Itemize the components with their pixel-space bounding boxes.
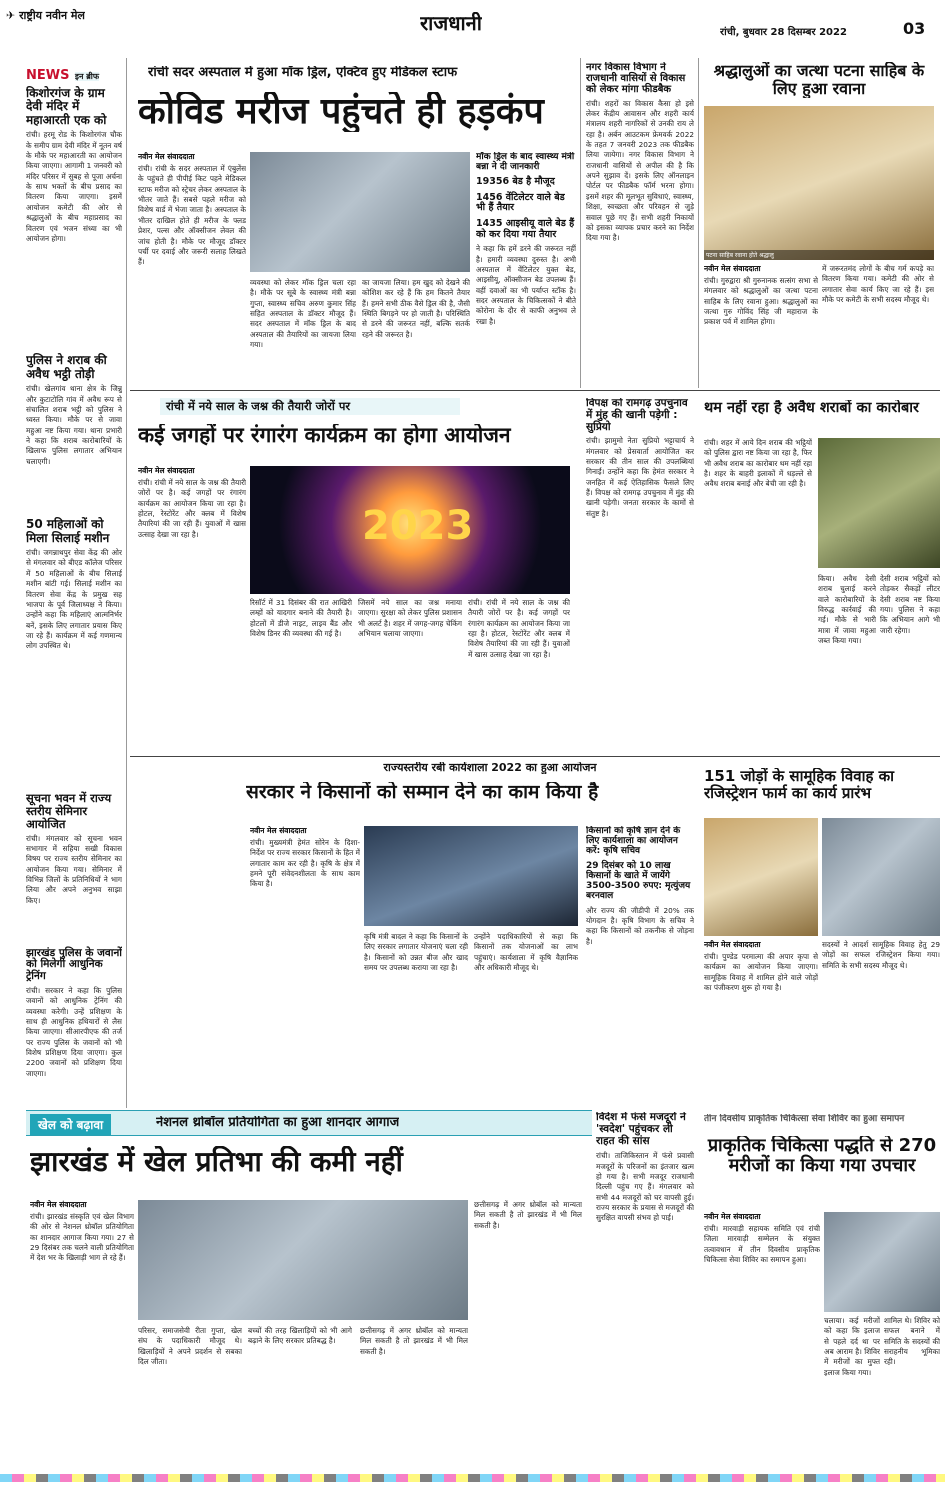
byline: नवीन मेल संवाददाता (704, 1212, 761, 1221)
rabi-photo (364, 826, 578, 926)
newyear-body-1: रांची। रांची में नये साल के जश्न की तैयारी जोरों पर है। कई जगहों पर रंगारंग कार्यक्रम का आयोजन किया जा रहा है। होटल, रेस्टोरेंट और क्लब में विशेष तैयारियां की जा रही हैं। युवाओं में खास उत्साह देखा जा रहा है। (138, 478, 246, 539)
sports-body-4: छत्तीसगढ़ में अगर थ्रोबॉल को मान्यता मिल सकती है तो झारखंड में भी मिल सकती है। (360, 1326, 468, 1356)
column-divider (126, 58, 127, 1108)
brief-2-body: रांची। खेलगांव थाना क्षेत्र के जिन्नु और कुटाटोलि गांव में अवैध रूप से संचालित शराब भट्ठी को पुलिस ने ध्वस्त किया। मौके पर से जावा महुआ नष्ट किया गया। थाना प्रभारी ने कहा कि शराब कारोबारियों के खिलाफ पुलिस लगातार अभियान चलाएगी। (26, 384, 122, 466)
sharab-headline: थम नहीं रहा है अवैध शराबों का कारोबार (704, 400, 919, 416)
patna-column-1 (704, 264, 818, 384)
vivah-photo-1 (704, 818, 818, 936)
prakritik-kicker: तीन दिवसीय प्राकृतिक चिकित्सा सेवा शिविर का हुआ समापन (704, 1114, 905, 1124)
sharab-body-3: देसी शराब भट्ठियों को तोड़कर सैकड़ों लीटर देसी शराब नष्ट किया गया। पुलिस ने कहा कि अभियान आगे भी जारी रहेगा। (880, 574, 940, 635)
brief-1-headline: किशोरगंज के ग्राम देवी मंदिर में महाआरती एक को (26, 86, 107, 127)
fact-icu: 1435 आइसीयू वाले बेड हैं को कर दिया गया तैयार (476, 218, 575, 240)
rabi-headline: सरकार ने किसानों को सम्मान देने का काम किया है (246, 782, 599, 803)
newyear-headline: कई जगहों पर रंगारंग कार्यक्रम का होगा आयोजन (138, 424, 511, 447)
byline: नवीन मेल संवाददाता (138, 152, 195, 161)
patna-body-1: रांची। गुरुद्वारा श्री गुरुनानक सत्संग सभा से मंगलवार को श्रद्धालुओं का जत्था पटना साहिब के लिए रवाना हुआ। श्रद्धालुओं का जत्था गुरु गोविंद सिंह जी महाराज के प्रकाश पर्व में शामिल होगा। (704, 276, 818, 327)
rabi-sidebar-body: और राज्य की जीडीपी में 20% तक योगदान है। कृषि विभाग के सचिव ने कहा कि किसानों को तकनीक से जोड़ना है। (586, 905, 694, 946)
brief-3-headline: 50 महिलाओं को मिला सिलाई मशीन (26, 517, 110, 545)
videsh-body: रांची। ताजिकिस्तान में फंसे प्रवासी मजदूरों के परिजनों का इंतजार खत्म हो गया है। सभी मजदूर राजधानी दिल्ली पहुंच गए हैं। मंगलवार को सभी 44 मजदूरों को घर वापसी हुई। राज्य सरकार के प्रयास से मजदूरों की सुरक्षित वापसी संभव हो पाई। (596, 1151, 694, 1223)
videsh-headline: विदेश में फंसे मजदूरों ने 'स्वदेश' पहुंचकर ली राहत की सांस (596, 1112, 686, 1147)
photo-caption: पटना साहिब रवाना होते श्रद्धालु (704, 250, 934, 260)
covid-kicker: रांची सदर अस्पताल में हुआ मॉक ड्रिल, एक्टिव हुए मेडिकल स्टाफ (148, 66, 458, 80)
brief-5-headline: झारखंड पुलिस के जवानों को मिलेगी आधुनिक ट्रेनिंग (26, 946, 122, 983)
patna-headline: श्रद्धालुओं का जत्था पटना साहिब के लिए हुआ रवाना (713, 62, 925, 98)
nagar-body: रांची। शहरों का विकास कैसा हो इसे लेकर केंद्रीय आवासन और शहरी कार्य मंत्रालय शहरी नागरिकों से उनकी राय ले रहा है। अर्बन आउटकम फ्रेमवर्क 2022 के तहत 7 जनवरी 2023 तक फीडबैक लिया जायेगा। नगर विकास विभाग ने राजधानी वासियों से अपील की है कि अपने सुझाव दें। इसके लिए ऑनलाइन पोर्टल पर फीडबैक फॉर्म भरना होगा। इसमें शहर की मूलभूत सुविधाएं, स्वास्थ्य, शिक्षा, स्वच्छता और परिवहन से जुड़े सवाल पूछे गए हैं। सभी शहरी निकायों को इसका व्यापक प्रचार करने का निर्देश दिया गया है। (586, 98, 694, 243)
newyear-column-1 (138, 466, 246, 750)
sports-photo (138, 1200, 468, 1320)
covid-photo (250, 152, 470, 272)
nagar-story (586, 62, 694, 382)
brief-5-body: रांची। सरकार ने कहा कि पुलिस जवानों को आधुनिक ट्रेनिंग की व्यवस्था करेगी। उन्हें प्रशिक्षण के साथ ही आधुनिक हथियारों से लैस किया जाएगा। सीआरपीएफ की तर्ज पर राज्य पुलिस के जवानों को भी विशेष प्रशिक्षण दिया जाएगा। कुल 2200 जवानों को प्रशिक्षण दिया जाएगा। (26, 985, 122, 1078)
byline: नवीन मेल संवाददाता (138, 466, 195, 475)
divider (698, 58, 699, 388)
newyear-body-3: जिसमें नये साल का जश्न मनाया जाएगा। सुरक्षा को लेकर पुलिस प्रशासन भी अलर्ट है। शहर में जगह-जगह चेकिंग अभियान चलाया जाएगा। (358, 598, 462, 639)
section-title: राजधानी (420, 12, 482, 35)
vivah-photo-2 (822, 818, 940, 936)
rabi-sidebar-headline: किसानों को कृषि ज्ञान देने के लिए कार्यशाला का आयोजन करें: कृषि सचिव (586, 826, 681, 857)
byline: नवीन मेल संवाददाता (704, 264, 761, 273)
covid-body-3: का जायजा लिया। हम खुद को देखने की कोशिश कर रहे हैं कि हम कितने तैयार हैं। हमने सभी ठीक वैसे ड्रिल की है, जैसी स्थिति बिगड़ने पर हो जाती है। परिस्थिति से डरने की जरूरत नहीं, बल्कि सतर्क रहने की जरूरत है। (362, 278, 470, 339)
patna-body-2: में जरूरतमंद लोगों के बीच गर्म कपड़े का वितरण किया गया। कमेटी की ओर से लगातार सेवा कार्य किए जा रहे हैं। इस मौके पर कमेटी के सभी सदस्य मौजूद थे। (822, 264, 934, 305)
divider (580, 58, 581, 388)
prakritik-body-3: शामिल थे। शिविर को सफल बनाने में समिति के सदस्यों की सराहनीय भूमिका रही। (884, 1316, 940, 1367)
sports-kicker: नेशनल थ्रोबॉल प्रतियोगिता का हुआ शानदार आगाज (156, 1116, 400, 1130)
prakritik-headline: प्राकृतिक चिकित्सा पद्धति से 270 मरीजों का किया गया उपचार (707, 1136, 937, 1177)
news-brief-tag: NEWS इन ब्रीफ (26, 68, 100, 83)
sharab-column-1 (704, 438, 812, 750)
fireworks-photo (250, 466, 570, 594)
drums-photo (818, 438, 940, 568)
brief-4-body: रांची। मंगलवार को सूचना भवन सभागार में सहिया सखी विकास विषय पर राज्य स्तरीय सेमिनार का आयोजन किया गया। सेमिनार में विभिन्न जिलों के प्रतिनिधियों ने भाग लिया और अपने अनुभव साझा किए। (26, 833, 122, 905)
sports-headline: झारखंड में खेल प्रतिभा की कमी नहीं (30, 1146, 403, 1178)
dateline: रांची, बुधवार 28 दिसम्बर 2022 (720, 27, 847, 38)
covid-body-2: व्यवस्था को लेकर मॉक ड्रिल चला रहा है। मौके पर सूबे के स्वास्थ्य मंत्री बन्ना गुप्ता, स्वास्थ्य सचिव अरुण कुमार सिंह सहित अस्पताल के डॉक्टर मौजूद हैं। सदर अस्पताल में मॉक ड्रिल के बाद अस्पताल की तैयारियों का जायजा लिया गया। (250, 278, 356, 350)
sidebar-body: ने कहा कि हमें डरने की जरूरत नहीं है। हमारी व्यवस्था दुरुस्त है। अभी अस्पताल में वेंटिलेटर युक्त बेड, आइसीयू, ऑक्सीजन बेड उपलब्ध हैं। वहीं दवाओं का भी पर्याप्त स्टॉक है। सदर अस्पताल के चिकित्सकों ने बीते कोरोना के दौर से काफी अनुभव ले रखा है। (476, 244, 576, 326)
rabi-column-1 (250, 826, 360, 1096)
rabi-body-2: कृषि मंत्री बादल ने कहा कि किसानों के लिए सरकार लगातार योजनाएं चला रही है। किसानों को उन्नत बीज और खाद समय पर उपलब्ध कराया जा रहा है। (364, 932, 468, 973)
sports-banner (26, 1110, 592, 1136)
covid-sidebar (476, 152, 576, 370)
sharab-body-1: रांची। शहर में आये दिन शराब की भट्ठियों को पुलिस द्वारा नष्ट किया जा रहा है, फिर भी अवैध शराब का कारोबार थम नहीं रहा है। शहर के बाहरी इलाकों में धड़ल्ले से अवैध शराब बनाई और बेची जा रही है। (704, 438, 812, 489)
newyear-body-2: रिसॉर्ट में 31 दिसंबर की रात आखिरी लम्हों को यादगार बनाने की तैयारी है। होटलों में डीजे नाइट, लाइव बैंड और विशेष डिनर की व्यवस्था की गई है। (250, 598, 352, 639)
prakritik-photo (824, 1212, 940, 1312)
sports-body-1: रांची। झारखंड संस्कृति एवं खेल विभाग की ओर से नेशनल थ्रोबॉल प्रतियोगिता का शानदार आगाज किया गया। 27 से 29 दिसंबर तक चलने वाली प्रतियोगिता में देश भर के खिलाड़ी भाग ले रहे हैं। (30, 1212, 134, 1263)
vipaksh-story (586, 398, 694, 750)
sidebar-headline: मॉक ड्रिल के बाद स्वास्थ्य मंत्री बन्ना ने दी जानकारी (476, 152, 575, 173)
fact-beds: 19356 बेड है मौजूद (476, 176, 555, 188)
newyear-kicker: रांची में नये साल के जश्न की तैयारी जोरों पर (160, 398, 460, 415)
bird-icon: ✈ (6, 9, 16, 22)
page-number: 03 (903, 20, 926, 38)
rabi-body-3: उन्होंने पदाधिकारियों से कहा कि किसानों तक योजनाओं का लाभ पहुंचाएं। कार्यशाला में कृषि वैज्ञानिक और अधिकारी मौजूद थे। (474, 932, 578, 973)
vipaksh-headline: विपक्ष को रामगढ़ उपचुनाव में मुंह की खानी पड़ेगी : सुप्रियो (586, 398, 688, 433)
newyear-body-4: रांची। रांची में नये साल के जश्न की तैयारी जोरों पर है। कई जगहों पर रंगारंग कार्यक्रम का आयोजन किया जा रहा है। होटल, रेस्टोरेंट और क्लब में विशेष तैयारियां की जा रही हैं। युवाओं में खास उत्साह देखा जा रहा है। (468, 598, 570, 659)
byline: नवीन मेल संवाददाता (704, 940, 761, 949)
section-rule (130, 390, 940, 391)
left-column (26, 64, 122, 1104)
color-strip (0, 1474, 945, 1482)
paper-logo: ✈ राष्ट्रीय नवीन मेल (6, 9, 85, 22)
prakritik-body-1: रांची। मारवाड़ी सहायक समिति एवं रांची जिला मारवाड़ी सम्मेलन के संयुक्त तत्वावधान में तीन दिवसीय प्राकृतिक चिकित्सा सेवा शिविर का समापन हुआ। (704, 1224, 820, 1265)
sports-body-5: छत्तीसगढ़ में अगर थ्रोबॉल को मान्यता मिल सकती है तो झारखंड में भी मिल सकती है। (474, 1200, 582, 1230)
vipaksh-body: रांची। झामुमो नेता सुप्रियो भट्टाचार्य ने मंगलवार को प्रेसवार्ता आयोजित कर सरकार की तीन साल की उपलब्धियां गिनाईं। उन्होंने कहा कि हेमंत सरकार ने जनहित में कई ऐतिहासिक फैसले लिए हैं। विपक्ष को रामगढ़ उपचुनाव में मुंह की खानी पड़ेगी। जनता सरकार के कामों से संतुष्ट है। (586, 436, 694, 518)
sports-tag: खेल को बढ़ावा (30, 1114, 111, 1135)
videsh-story (596, 1112, 694, 1468)
rabi-sidebar (586, 826, 694, 1096)
vivah-body-2: सदस्यों ने आदर्श सामूहिक विवाह हेतु 29 जोड़ों का सफल रजिस्ट्रेशन किया गया। समिति के सभी सदस्य मौजूद थे। (822, 940, 940, 970)
prakritik-body-2: चलाया। कई मरीजों को कहा कि इलाज से पहले दर्द था पर अब आराम है। शिविर में मरीजों का मुफ्त इलाज किया गया। (824, 1316, 880, 1377)
rabi-kicker: राज्यस्तरीय रबी कार्यशाला 2022 का हुआ आयोजन (383, 762, 597, 774)
covid-body-1: रांची। रांची के सदर अस्पताल में एंबुलेंस के पहुंचते ही पीपीई किट पहने मेडिकल स्टाफ मरीज को स्ट्रेचर लेकर अस्पताल के भीतर जाते हैं। सबसे पहले मरीज को विशेष वार्ड में भेजा जाता है। अस्पताल के भीतर दाखिल होते ही मरीज के फ्लड प्रेशर, पल्स और ऑक्सीजन लेवल की जांच होती है। मौके पर मौजूद डॉक्टर पर्ची पर दवाई और जरूरी सलाह लिखते हैं। (138, 164, 246, 267)
fact-ventilators: 1456 वेंटिलेटर वाले बेड भी हैं तैयार (476, 191, 565, 214)
photo-year-text: 2023 (362, 504, 474, 549)
byline: नवीन मेल संवाददाता (250, 826, 307, 835)
covid-headline: कोविड मरीज पहुंचते ही हड़कंप (138, 92, 544, 132)
sharab-body-2: किया। अवैध देसी शराब चुलाई करने वाले कारोबारियों के विरुद्ध कार्रवाई की गई। मौके से भारी मात्रा में जावा महुआ जब्त किया गया। (818, 574, 876, 646)
brief-2-headline: पुलिस ने शराब की अवैध भट्ठी तोड़ी (26, 353, 107, 381)
covid-column-1 (138, 152, 246, 370)
brief-3-body: रांची। जगन्नाथपुर सेवा केंद्र की ओर से मंगलवार को बीएड कॉलेज परिसर में 50 महिलाओं के बीच सिलाई मशीन बांटी गई। सिलाई मशीन का वितरण सेवा केंद्र के प्रमुख सह भाजपा के पूर्व जिलाध्यक्ष ने किया। उन्होंने कहा कि महिलाएं आत्मनिर्भर बनें, इसके लिए लगातार प्रयास किए जा रहे हैं। कार्यक्रम में कई गणमान्य लोग उपस्थित थे। (26, 548, 122, 651)
vivah-body-1: रांची। पुण्डेड परमात्मा की अपार कृपा से कार्यक्रम का आयोजन किया जाएगा। सामूहिक विवाह में शामिल होने वाले जोड़ों का पंजीकरण शुरू हो गया है। (704, 952, 818, 993)
sports-body-3: बच्चों की तरह खिलाड़ियों को भी आगे बढ़ाने के लिए सरकार प्रतिबद्ध है। (248, 1326, 352, 1346)
masthead (0, 0, 945, 44)
patna-photo (704, 106, 934, 260)
prakritik-column-1 (704, 1212, 820, 1468)
rabi-body-1: रांची। मुख्यमंत्री हेमंत सोरेन के दिशा-निर्देश पर राज्य सरकार किसानों के हित में लगातार काम कर रही है। कृषि के क्षेत्र में हमने पूरी संवेदनशीलता के साथ काम किया है। (250, 838, 360, 889)
fact-payment: 29 दिसंबर को 10 लाख किसानों के खाते में जायेंगे 3500-3500 रुपए: मृत्युंजय बरनवाल (586, 861, 691, 902)
brief-4-headline: सूचना भवन में राज्य स्तरीय सेमिनार आयोजित (26, 791, 112, 831)
sports-column-1 (30, 1200, 134, 1468)
byline: नवीन मेल संवाददाता (30, 1200, 87, 1209)
nagar-headline: नगर विकास विभाग ने राजधानी वासियों से विकास को लेकर मांगा फीडबैक (586, 62, 686, 96)
section-rule (130, 756, 940, 757)
sports-body-2: परिसर, समाजसेवी रीता गुप्ता, खेल संघ के पदाधिकारी मौजूद थे। खिलाड़ियों ने अपने प्रदर्शन से सबका दिल जीता। (138, 1326, 242, 1367)
vivah-column-1 (704, 940, 818, 1096)
brief-1-body: रांची। हरमू रोड के किशोरगंज चौक के समीप ग्राम देवी मंदिर में नूतन वर्ष के मौके पर महाआरती का आयोजन किया जाएगा। आगामी 1 जनवरी को मंदिर परिसर में सुबह से पूजा अर्चना के साथ भक्तों के बीच प्रसाद का वितरण किया जाएगा। इसमें आयोजन कमेटी की ओर से श्रद्धालुओं के बीच महाप्रसाद का वितरण एवं भजन संध्या का भी आयोजन होगा। (26, 130, 122, 243)
vivah-headline: 151 जोड़ों के सामूहिक विवाह का रजिस्ट्रेशन फार्म का कार्य प्रारंभ (704, 768, 895, 802)
